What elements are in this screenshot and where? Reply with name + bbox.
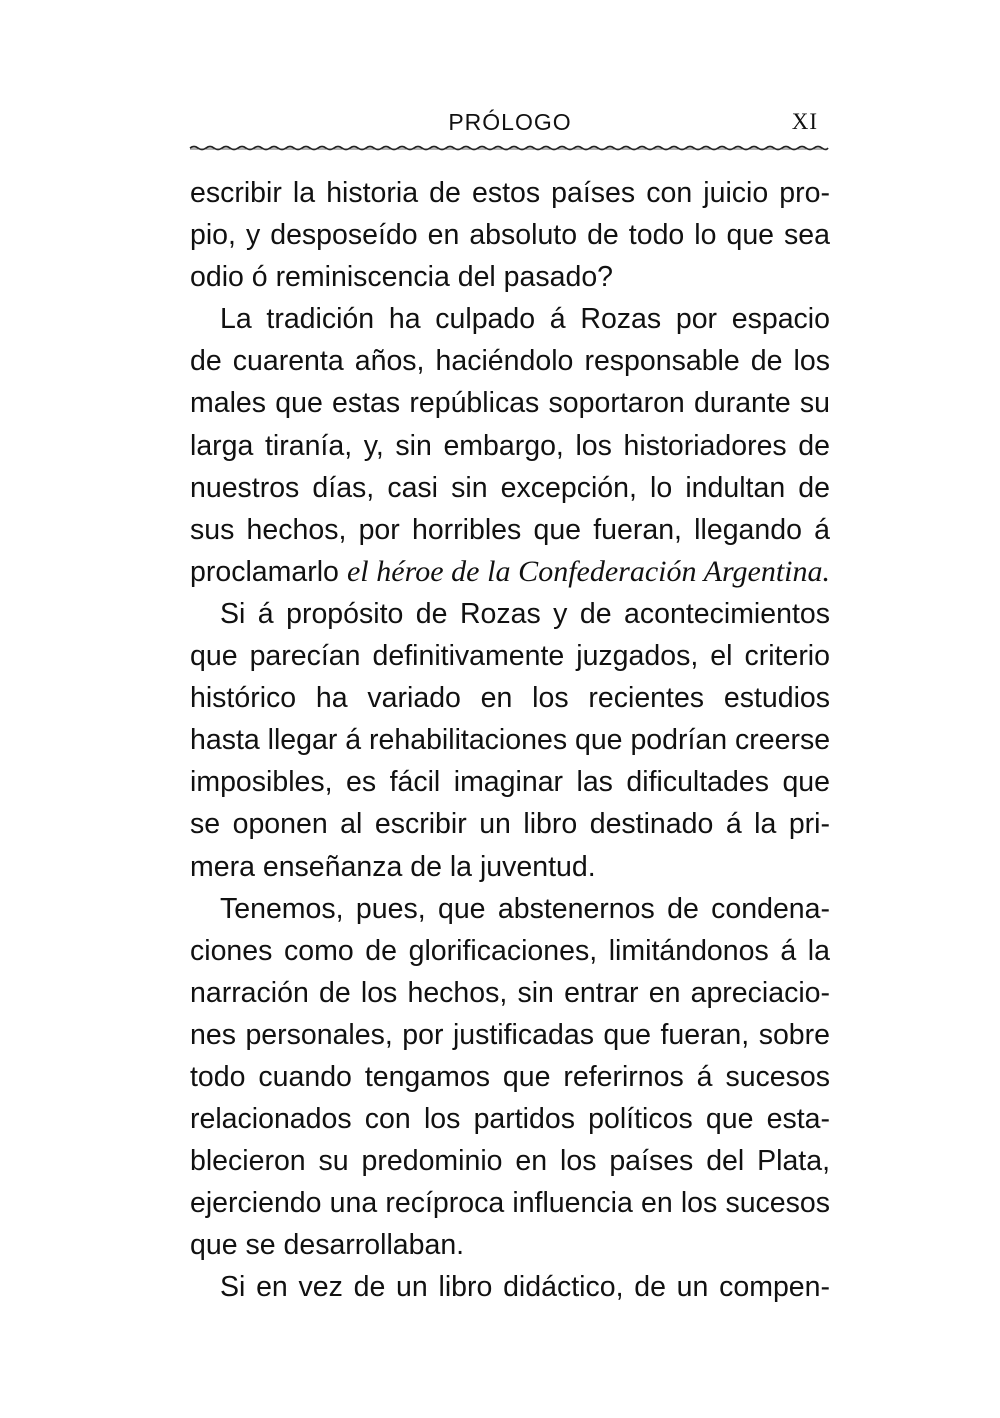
text-line: narración de los hechos, sin entrar en apreciacio- — [190, 976, 830, 1009]
text-line: Si en vez de un libro didáctico, de un compen- — [220, 1271, 830, 1304]
text-line: que se desarrollaban. — [190, 1229, 465, 1262]
text-line: larga tiranía, y, sin embargo, los historiadores de — [190, 429, 830, 462]
text-line: imposibles, es fácil imaginar las dificultades que — [190, 766, 830, 799]
text-segment: proclamarlo — [190, 555, 347, 588]
text-line: mera enseñanza de la juventud. — [190, 850, 596, 883]
text-line: blecieron su predominio en los países del Plata, — [190, 1145, 830, 1178]
text-line: males que estas repúblicas soportaron durante su — [190, 387, 830, 420]
text-line: pio, y desposeído en absoluto de todo lo que sea — [190, 219, 830, 252]
decorative-rule — [188, 140, 830, 154]
text-line: Si á propósito de Rozas y de acontecimientos — [220, 597, 830, 630]
text-line: nuestros días, casi sin excepción, lo indultan de — [190, 471, 830, 504]
text-line: ejerciendo una recíproca influencia en los sucesos — [190, 1187, 830, 1220]
italic-title: el héroe de la Confederación Argentina. — [346, 554, 830, 588]
text-line: hasta llegar á rehabilitaciones que podrían creerse — [190, 724, 831, 757]
running-head — [190, 105, 830, 145]
text-line: histórico ha variado en los recientes estudios — [190, 682, 830, 715]
text-line: ciones como de glorificaciones, limitándonos á la — [190, 934, 830, 967]
text-line: que parecían definitivamente juzgados, el criterio — [190, 640, 830, 673]
body-text — [190, 172, 830, 1309]
running-title: PRÓLOGO — [448, 109, 572, 135]
text-line: escribir la historia de estos países con juicio pro- — [190, 177, 830, 209]
text-line: La tradición ha culpado á Rozas por espacio — [220, 303, 830, 336]
text-line: de cuarenta años, haciéndolo responsable de los — [190, 345, 830, 378]
text-line: sus hechos, por horribles que fueran, llegando á — [190, 513, 830, 546]
text-line: Tenemos, pues, que abstenernos de condena- — [220, 892, 830, 925]
text-line: todo cuando tengamos que referirnos á sucesos — [190, 1060, 830, 1093]
text-line: relacionados con los partidos políticos que esta- — [190, 1103, 830, 1136]
text-line: odio ó reminiscencia del pasado? — [190, 261, 614, 294]
page-number: XI — [791, 109, 818, 134]
text-line: se oponen al escribir un libro destinado á la pri- — [190, 808, 830, 841]
text-line-with-italic — [190, 551, 830, 593]
text-line: nes personales, por justificadas que fueran, sobre — [190, 1018, 830, 1051]
